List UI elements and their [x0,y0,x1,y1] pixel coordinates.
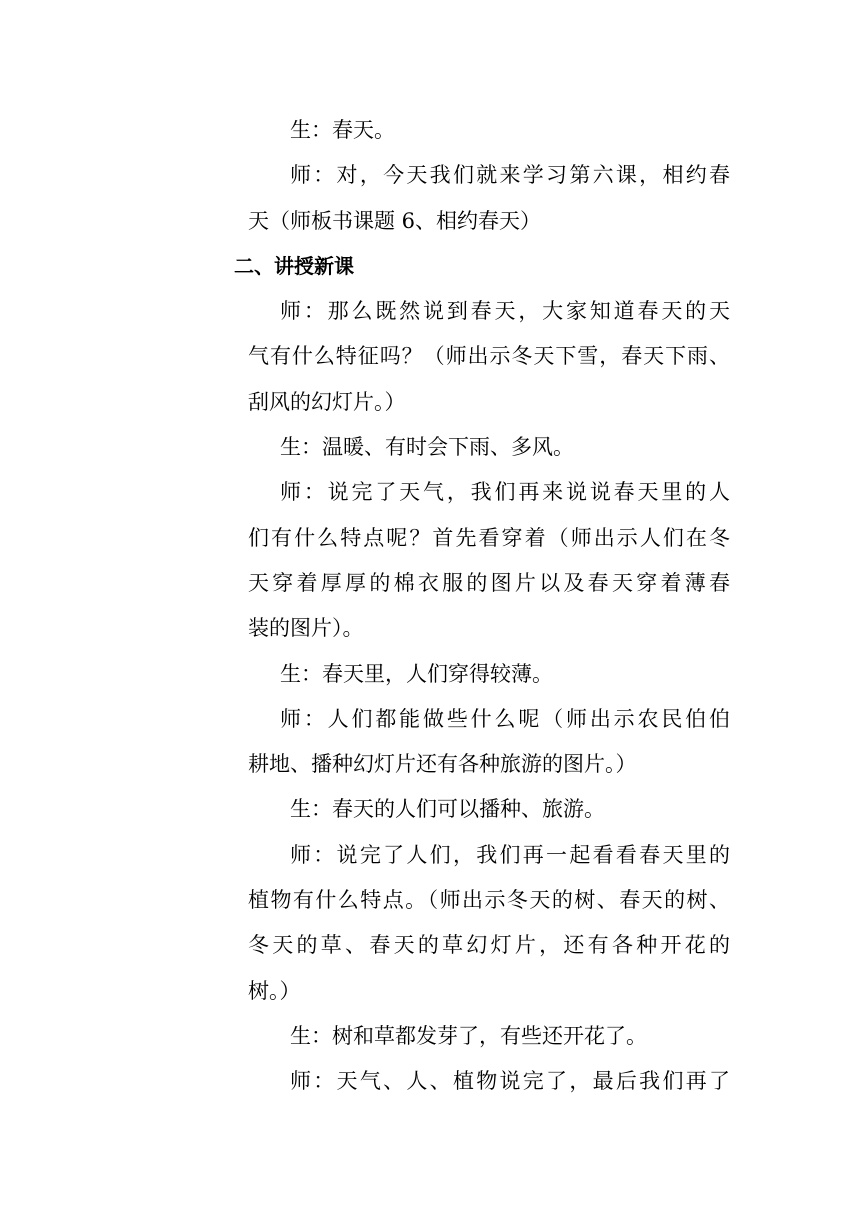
dialogue-line: 们有什么特点呢？首先看穿着（师出示人们在冬 [248,525,730,550]
dialogue-line: 生：树和草都发芽了，有些还开花了。 [290,1023,647,1048]
document-page [234,108,730,1105]
dialogue-line: 生：春天里，人们穿得较薄。 [280,661,553,686]
dialogue-line: 师：那么既然说到春天，大家知道春天的天 [280,299,730,324]
dialogue-line: 气有什么特征吗？（师出示冬天下雪，春天下雨、 [248,344,730,369]
dialogue-line: 天（师板书课题 6、相约春天） [248,208,542,233]
dialogue-line: 冬天的草、春天的草幻灯片，还有各种开花的 [248,933,730,958]
dialogue-line: 师：说完了人们，我们再一起看看春天里的 [290,842,730,867]
dialogue-line: 植物有什么特点。（师出示冬天的树、春天的树、 [248,888,730,913]
dialogue-line: 生：温暖、有时会下雨、多风。 [280,435,574,460]
dialogue-line: 刮风的幻灯片。） [248,389,406,414]
dialogue-line: 耕地、播种幻灯片还有各种旅游的图片。） [248,752,637,777]
dialogue-line: 师：对，今天我们就来学习第六课，相约春 [290,163,730,188]
dialogue-line: 生：春天。 [290,118,395,142]
dialogue-line: 生：春天的人们可以播种、旅游。 [290,797,605,822]
section-heading: 二、讲授新课 [234,253,354,278]
dialogue-line: 师：天气、人、植物说完了，最后我们再了 [290,1069,730,1094]
dialogue-line: 师：人们都能做些什么呢（师出示农民伯伯 [280,706,730,731]
dialogue-line: 装的图片）。 [248,616,364,641]
dialogue-line: 树。） [248,978,301,1003]
dialogue-line: 师：说完了天气，我们再来说说春天里的人 [280,480,730,505]
dialogue-line: 天穿着厚厚的棉衣服的图片以及春天穿着薄春 [248,570,730,595]
